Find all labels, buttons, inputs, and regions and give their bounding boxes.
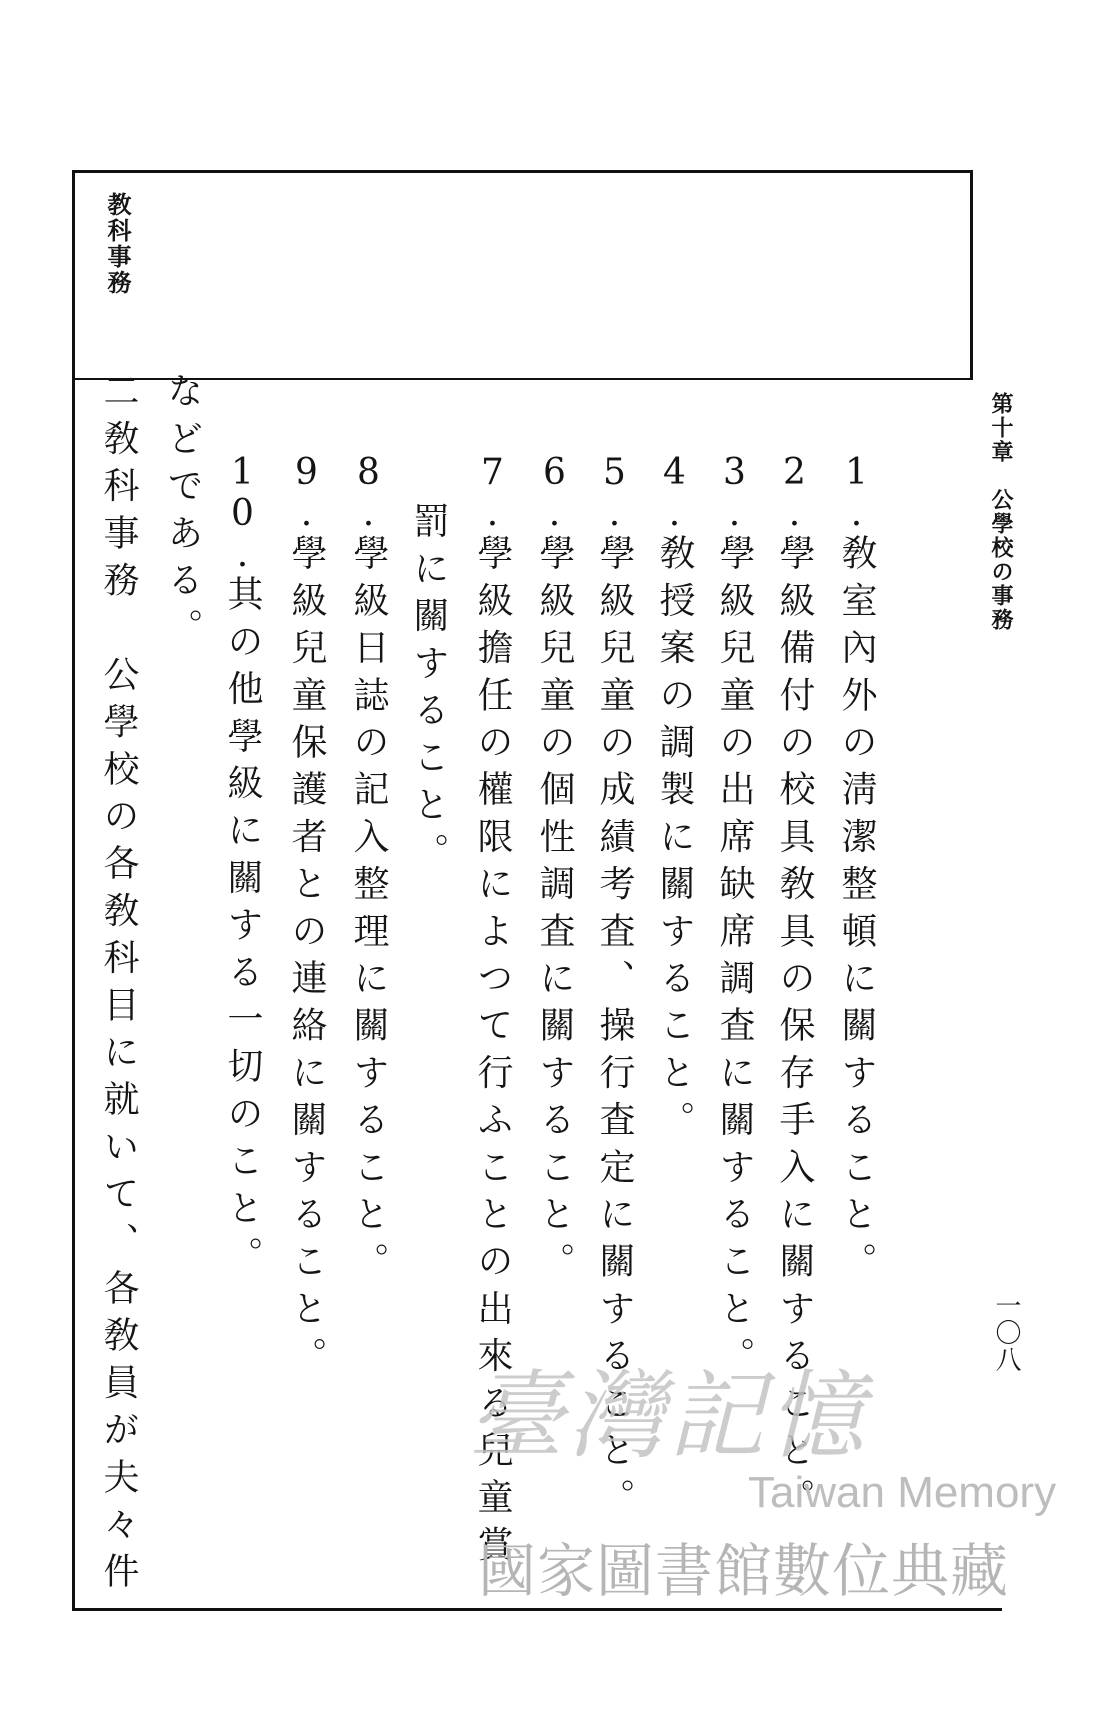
text-column-3 xyxy=(714,452,755,1384)
text-column-10 xyxy=(222,452,263,1283)
item-text: 敎授案の調製に關すること。 xyxy=(654,534,695,1148)
item-number: 10. xyxy=(222,452,263,575)
text-column-section-2 xyxy=(98,372,139,1600)
text-column-6 xyxy=(534,452,575,1290)
text-column-1 xyxy=(836,452,877,1290)
text-column-8 xyxy=(348,452,389,1290)
item-text: 學級兒童保護者との連絡に關すること。 xyxy=(286,534,327,1384)
item-number: 5. xyxy=(594,452,635,534)
section-head-label: 教科事務 xyxy=(103,192,132,296)
text-column-closing xyxy=(162,372,203,656)
frame-right-rule xyxy=(970,170,973,380)
item-text: などである。 xyxy=(162,372,203,656)
item-text: 學級備付の校具敎具の保存手入に關すること。 xyxy=(774,534,815,1526)
frame-bottom-rule xyxy=(72,1608,1002,1611)
item-number: 3. xyxy=(714,452,755,534)
frame-left-rule xyxy=(72,170,75,1610)
item-number: 9. xyxy=(286,452,327,534)
item-text: 二敎科事務 公學校の各敎科目に就いて、各敎員が夫々件 xyxy=(98,372,139,1600)
watermark-library-name: 國家圖書館數位典藏 xyxy=(478,1539,1010,1604)
item-number: 4. xyxy=(654,452,695,534)
item-text: 學級日誌の記入整理に關すること。 xyxy=(348,534,389,1290)
item-number: 1. xyxy=(836,452,877,534)
watermark-title-en: Taiwan Memory xyxy=(748,1468,1057,1517)
item-text: 其の他學級に關する一切のこと。 xyxy=(222,575,263,1283)
item-text: 敎室內外の淸潔整頓に關すること。 xyxy=(836,534,877,1290)
page-number: 一〇八 xyxy=(991,1292,1021,1373)
item-number: 8. xyxy=(348,452,389,534)
frame-divider-rule xyxy=(72,378,973,380)
frame-top-rule xyxy=(72,170,973,173)
item-number: 7. xyxy=(472,452,513,534)
item-number: 2. xyxy=(774,452,815,534)
text-column-4 xyxy=(654,452,695,1148)
item-text: 學級擔任の權限によつて行ふことの出來る兒童賞 xyxy=(472,534,513,1573)
item-text: 學級兒童の成績考査、操行査定に關すること。 xyxy=(594,534,635,1526)
watermark-title-cjk: 臺灣記憶 xyxy=(468,1360,868,1472)
item-text: 學級兒童の個性調査に關すること。 xyxy=(534,534,575,1290)
item-number: 6. xyxy=(534,452,575,534)
item-text: 學級兒童の出席缺席調査に關すること。 xyxy=(714,534,755,1384)
text-column-7-cont xyxy=(408,502,449,880)
item-text: 罰に關すること。 xyxy=(408,502,449,880)
text-column-9 xyxy=(286,452,327,1384)
running-head: 第十章 公學校の事務 xyxy=(988,392,1014,632)
